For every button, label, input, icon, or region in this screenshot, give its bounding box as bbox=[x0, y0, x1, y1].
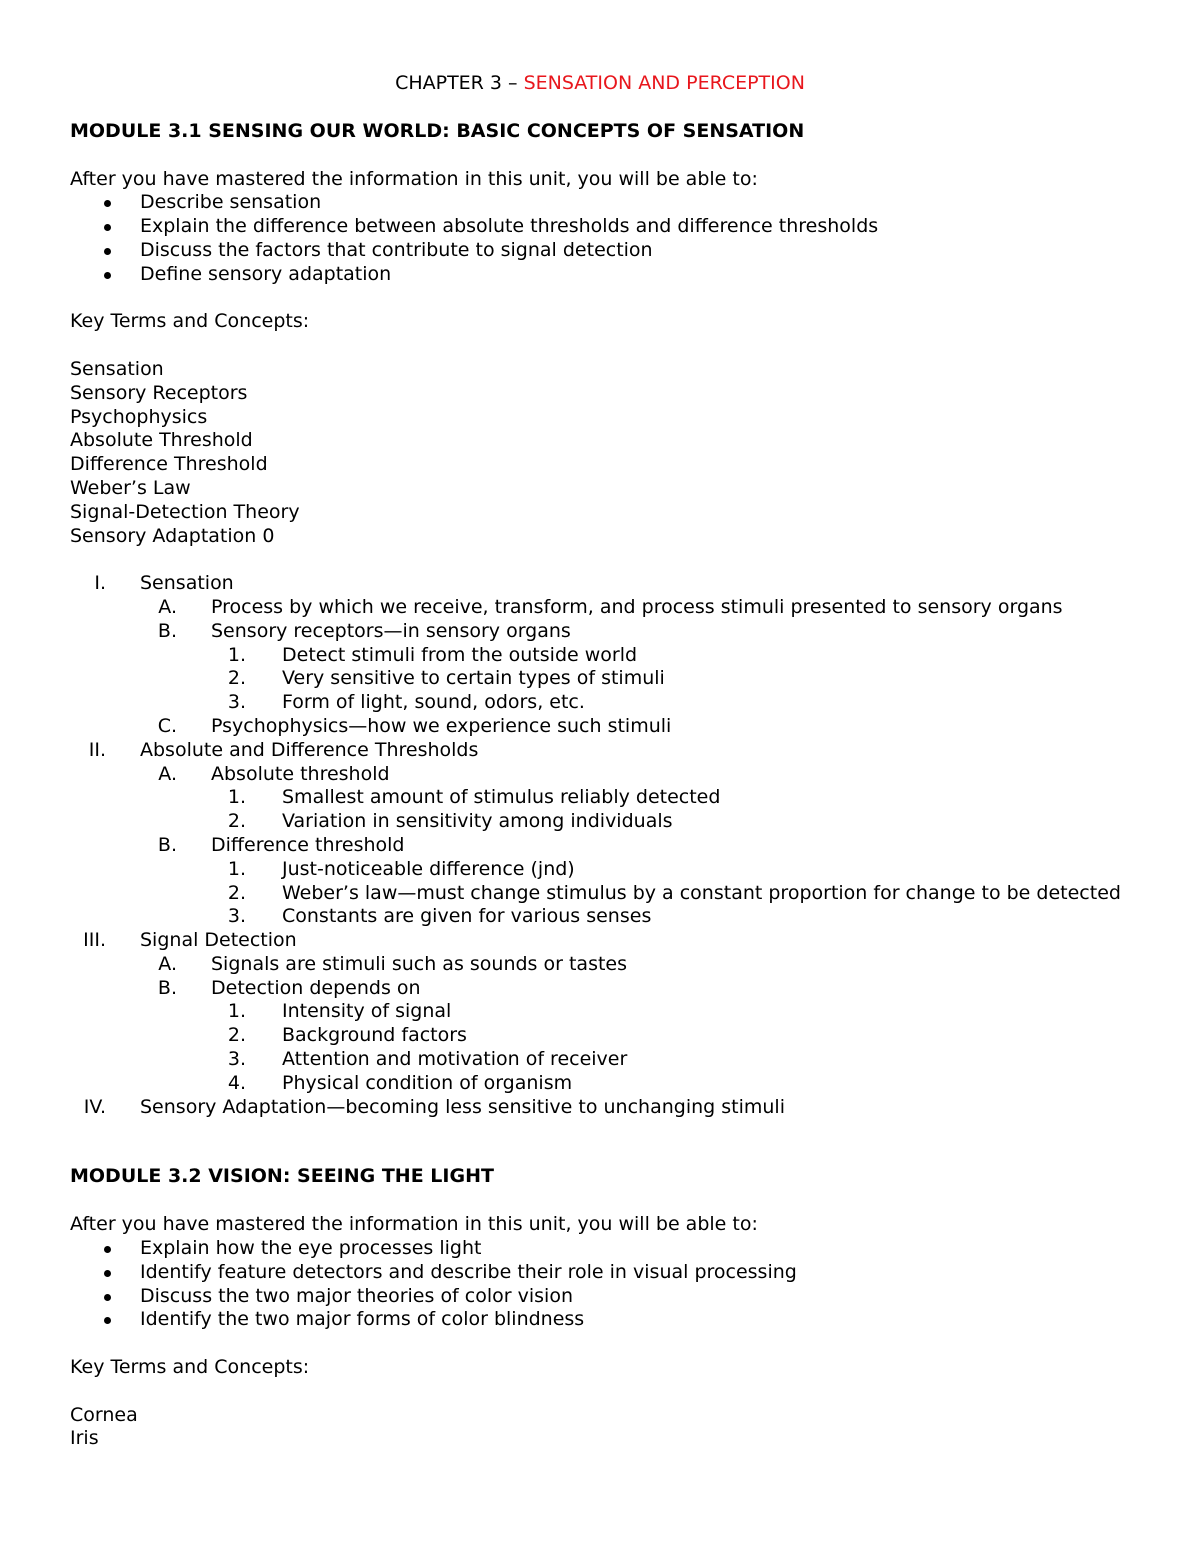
chapter-title-highlight: SENSATION AND PERCEPTION bbox=[523, 72, 805, 94]
objective-text: Describe sensation bbox=[140, 191, 322, 214]
outline-item-level-2 bbox=[70, 953, 1160, 977]
outline-text: Psychophysics—how we experience such stimuli bbox=[211, 714, 672, 737]
outline-text: Absolute threshold bbox=[211, 762, 390, 785]
outline-marker: 3. bbox=[227, 905, 246, 928]
outline-marker: 2. bbox=[227, 881, 246, 904]
bullet-icon bbox=[104, 1246, 111, 1253]
outline-item-level-3 bbox=[70, 667, 1160, 691]
outline-text: Sensory receptors—in sensory organs bbox=[211, 619, 571, 642]
outline-text: Process by which we receive, transform, and process stimuli presented to sensory organs bbox=[211, 595, 1063, 618]
outline-item-level-3 bbox=[70, 810, 1160, 834]
outline-marker: II. bbox=[88, 738, 106, 761]
bullet-icon bbox=[104, 200, 111, 207]
bullet-icon bbox=[104, 1294, 111, 1301]
module-3-1-key-terms bbox=[70, 358, 1160, 548]
outline-text: Form of light, sound, odors, etc. bbox=[282, 691, 585, 714]
outline-item-level-1 bbox=[70, 1096, 1160, 1120]
outline-marker: I. bbox=[94, 572, 106, 595]
outline-item-level-3 bbox=[70, 905, 1160, 929]
objective-text: Discuss the factors that contribute to signal detection bbox=[140, 238, 653, 261]
outline-text: Weber’s law—must change stimulus by a constant proportion for change to be detected bbox=[282, 881, 1121, 904]
objective-item bbox=[70, 239, 1160, 263]
outline-marker: 1. bbox=[227, 857, 246, 880]
outline-marker: C. bbox=[157, 714, 177, 737]
objective-item bbox=[70, 1285, 1160, 1309]
module-3-1-heading: MODULE 3.1 SENSING OUR WORLD: BASIC CONCEPTS OF SENSATION bbox=[70, 119, 805, 142]
key-term: Weber’s Law bbox=[70, 476, 191, 499]
outline-item-level-3 bbox=[70, 1024, 1160, 1048]
outline-marker: IV. bbox=[83, 1095, 106, 1118]
key-term: Difference Threshold bbox=[70, 453, 268, 476]
bullet-icon bbox=[104, 1317, 111, 1324]
outline-item-level-1 bbox=[70, 929, 1160, 953]
outline-marker: A. bbox=[158, 952, 177, 975]
outline-marker: 4. bbox=[227, 1071, 246, 1094]
outline-item-level-3 bbox=[70, 644, 1160, 668]
outline-marker: A. bbox=[158, 595, 177, 618]
outline-marker: 2. bbox=[227, 1024, 246, 1047]
outline-item-level-2 bbox=[70, 596, 1160, 620]
outline-item-level-3 bbox=[70, 1048, 1160, 1072]
bullet-icon bbox=[104, 1270, 111, 1277]
document-content bbox=[70, 72, 1160, 1451]
objective-text: Identify feature detectors and describe their role in visual processing bbox=[140, 1260, 797, 1283]
outline-text: Sensation bbox=[140, 572, 234, 595]
outline-marker: 3. bbox=[227, 1048, 246, 1071]
objective-item bbox=[70, 1261, 1160, 1285]
outline-text: Very sensitive to certain types of stimuli bbox=[282, 667, 665, 690]
key-term: Absolute Threshold bbox=[70, 429, 253, 452]
objective-text: Identify the two major forms of color blindness bbox=[140, 1308, 585, 1331]
module-3-1-outline bbox=[70, 572, 1160, 1119]
module-3-2-key-terms bbox=[70, 1404, 1160, 1452]
outline-item-level-2 bbox=[70, 977, 1160, 1001]
outline-marker: 1. bbox=[227, 786, 246, 809]
outline-text: Signal Detection bbox=[140, 929, 297, 952]
objective-item bbox=[70, 1308, 1160, 1332]
key-term: Sensory Adaptation 0 bbox=[70, 524, 275, 547]
key-term: Sensory Receptors bbox=[70, 381, 248, 404]
outline-marker: 1. bbox=[227, 643, 246, 666]
outline-marker: 2. bbox=[227, 667, 246, 690]
outline-marker: B. bbox=[157, 619, 177, 642]
module-3-1-key-terms-label: Key Terms and Concepts: bbox=[70, 310, 310, 333]
outline-item-level-3 bbox=[70, 691, 1160, 715]
module-3-1-objectives bbox=[70, 191, 1160, 286]
objective-item bbox=[70, 215, 1160, 239]
module-3-2-objectives bbox=[70, 1237, 1160, 1332]
objective-text: Discuss the two major theories of color vision bbox=[140, 1284, 573, 1307]
objective-item bbox=[70, 191, 1160, 215]
outline-text: Smallest amount of stimulus reliably detected bbox=[282, 786, 721, 809]
outline-item-level-2 bbox=[70, 763, 1160, 787]
outline-text: Physical condition of organism bbox=[282, 1071, 573, 1094]
module-3-2-heading: MODULE 3.2 VISION: SEEING THE LIGHT bbox=[70, 1165, 494, 1188]
chapter-title bbox=[70, 72, 1130, 96]
objective-item bbox=[70, 1237, 1160, 1261]
outline-text: Variation in sensitivity among individuals bbox=[282, 810, 673, 833]
key-term: Iris bbox=[70, 1427, 99, 1450]
outline-item-level-2 bbox=[70, 834, 1160, 858]
outline-marker: B. bbox=[157, 833, 177, 856]
key-term: Signal-Detection Theory bbox=[70, 500, 300, 523]
module-3-2-key-terms-label: Key Terms and Concepts: bbox=[70, 1356, 310, 1379]
outline-text: Just-noticeable difference (jnd) bbox=[282, 857, 575, 880]
outline-item-level-3 bbox=[70, 1072, 1160, 1096]
objective-text: Explain the difference between absolute thresholds and difference thresholds bbox=[140, 215, 879, 238]
outline-marker: A. bbox=[158, 762, 177, 785]
bullet-icon bbox=[104, 224, 111, 231]
outline-text: Sensory Adaptation—becoming less sensitive to unchanging stimuli bbox=[140, 1095, 785, 1118]
outline-marker: III. bbox=[83, 929, 106, 952]
outline-marker: 3. bbox=[227, 691, 246, 714]
outline-marker: B. bbox=[157, 976, 177, 999]
module-3-2-intro: After you have mastered the information in this unit, you will be able to: bbox=[70, 1213, 758, 1236]
key-term: Sensation bbox=[70, 357, 164, 380]
outline-marker: 2. bbox=[227, 810, 246, 833]
outline-item-level-3 bbox=[70, 882, 1160, 906]
outline-text: Detection depends on bbox=[211, 976, 421, 999]
objective-text: Define sensory adaptation bbox=[140, 262, 392, 285]
objective-item bbox=[70, 263, 1160, 287]
chapter-title-prefix: CHAPTER 3 – bbox=[395, 72, 524, 94]
outline-item-level-1 bbox=[70, 739, 1160, 763]
outline-item-level-1 bbox=[70, 572, 1160, 596]
key-term: Cornea bbox=[70, 1403, 138, 1426]
outline-text: Difference threshold bbox=[211, 833, 405, 856]
outline-marker: 1. bbox=[227, 1000, 246, 1023]
bullet-icon bbox=[104, 272, 111, 279]
outline-text: Background factors bbox=[282, 1024, 467, 1047]
bullet-icon bbox=[104, 248, 111, 255]
outline-text: Intensity of signal bbox=[282, 1000, 452, 1023]
outline-text: Signals are stimuli such as sounds or tastes bbox=[211, 952, 628, 975]
outline-item-level-2 bbox=[70, 620, 1160, 644]
outline-item-level-3 bbox=[70, 858, 1160, 882]
outline-text: Absolute and Difference Thresholds bbox=[140, 738, 479, 761]
module-3-1-intro: After you have mastered the information in this unit, you will be able to: bbox=[70, 167, 758, 190]
objective-text: Explain how the eye processes light bbox=[140, 1237, 482, 1260]
outline-text: Constants are given for various senses bbox=[282, 905, 652, 928]
outline-item-level-2 bbox=[70, 715, 1160, 739]
outline-item-level-3 bbox=[70, 786, 1160, 810]
key-term: Psychophysics bbox=[70, 405, 208, 428]
outline-item-level-3 bbox=[70, 1000, 1160, 1024]
outline-text: Detect stimuli from the outside world bbox=[282, 643, 638, 666]
outline-text: Attention and motivation of receiver bbox=[282, 1048, 628, 1071]
